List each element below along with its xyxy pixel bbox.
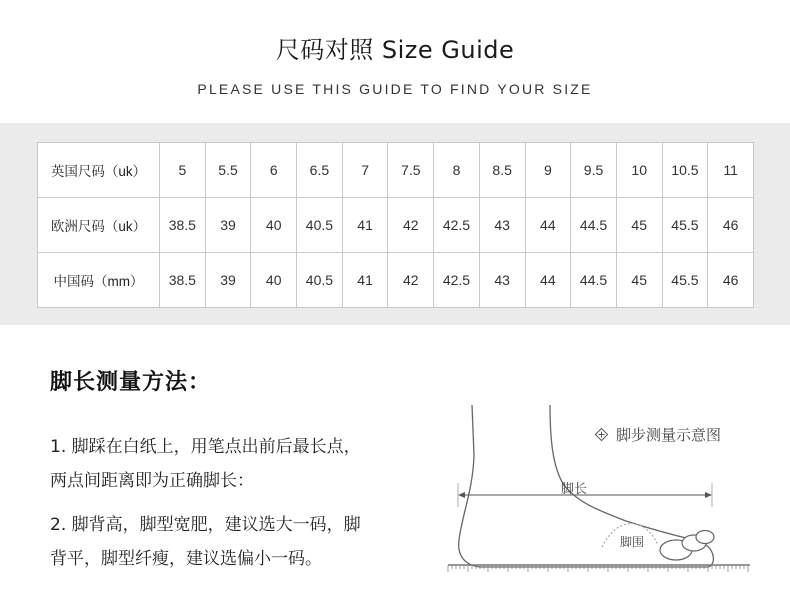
size-cell: 42.5 <box>434 198 480 253</box>
step-2-line-2: 背平，脚型纤瘦，建议选偏小一码。 <box>50 549 322 569</box>
size-cell: 43 <box>479 198 525 253</box>
size-cell: 45.5 <box>662 198 708 253</box>
size-cell: 40 <box>251 198 297 253</box>
foot-diagram <box>440 395 760 585</box>
step-1-line-2: 两点间距离即为正确脚长： <box>50 471 254 491</box>
size-cell: 45.5 <box>662 253 708 308</box>
size-cell: 8.5 <box>479 143 525 198</box>
ruler-ticks <box>448 565 748 572</box>
size-row-label: 中国码（mm） <box>38 253 160 308</box>
size-cell: 42 <box>388 198 434 253</box>
size-cell: 9.5 <box>571 143 617 198</box>
girth-label: 脚围 <box>620 535 645 549</box>
size-cell: 38.5 <box>160 253 206 308</box>
length-arrow-left-head <box>458 492 465 498</box>
size-cell: 10.5 <box>662 143 708 198</box>
size-row <box>38 143 754 198</box>
size-cell: 5.5 <box>205 143 251 198</box>
page-title: 尺码对照 Size Guide <box>275 36 515 64</box>
size-cell: 40.5 <box>297 253 343 308</box>
length-arrow-right-head <box>705 492 712 498</box>
step-1-line-1: 1. 脚踩在白纸上，用笔点出前后最长点， <box>50 437 361 457</box>
toe-3 <box>696 531 714 544</box>
step-2-line-1: 2. 脚背高，脚型宽肥，建议选大一码，脚 <box>50 515 361 535</box>
size-row-label: 英国尺码（uk） <box>38 143 160 198</box>
size-row <box>38 253 754 308</box>
size-cell: 42 <box>388 253 434 308</box>
size-cell: 45 <box>616 198 662 253</box>
measurement-step-1 <box>50 430 420 498</box>
size-cell: 44 <box>525 198 571 253</box>
size-cell: 43 <box>479 253 525 308</box>
size-cell: 11 <box>708 143 754 198</box>
size-cell: 39 <box>205 253 251 308</box>
measurement-step-2 <box>50 508 420 576</box>
size-cell: 6 <box>251 143 297 198</box>
length-label: 脚长 <box>561 482 588 497</box>
legend-label: 脚步测量示意图 <box>616 426 722 444</box>
size-row-label: 欧洲尺码（uk） <box>38 198 160 253</box>
size-cell: 7.5 <box>388 143 434 198</box>
size-cell: 41 <box>342 253 388 308</box>
size-cell: 9 <box>525 143 571 198</box>
size-cell: 46 <box>708 253 754 308</box>
size-cell: 46 <box>708 198 754 253</box>
size-table <box>37 142 754 308</box>
size-cell: 40 <box>251 253 297 308</box>
size-cell: 42.5 <box>434 253 480 308</box>
size-cell: 44.5 <box>571 198 617 253</box>
size-cell: 10 <box>616 143 662 198</box>
size-cell: 7 <box>342 143 388 198</box>
size-cell: 40.5 <box>297 198 343 253</box>
size-cell: 8 <box>434 143 480 198</box>
size-cell: 41 <box>342 198 388 253</box>
measurement-title: 脚长测量方法： <box>50 370 212 395</box>
size-cell: 45 <box>616 253 662 308</box>
size-cell: 5 <box>160 143 206 198</box>
size-cell: 44 <box>525 253 571 308</box>
page-subtitle: PLEASE USE THIS GUIDE TO FIND YOUR SIZE <box>197 81 593 97</box>
size-cell: 6.5 <box>297 143 343 198</box>
size-row <box>38 198 754 253</box>
size-cell: 39 <box>205 198 251 253</box>
size-cell: 38.5 <box>160 198 206 253</box>
size-cell: 44.5 <box>571 253 617 308</box>
